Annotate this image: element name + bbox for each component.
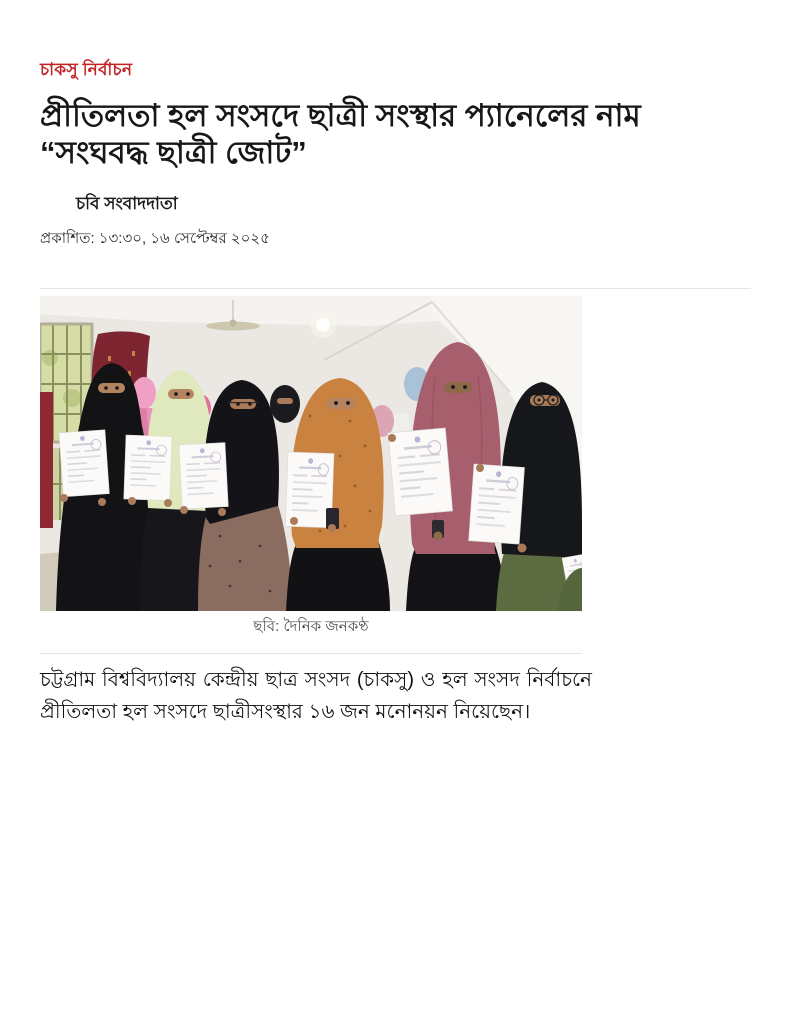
published-timestamp: প্রকাশিত: ১৩:৩০, ১৬ সেপ্টেম্বর ২০২৫ [40, 230, 270, 248]
nomination-paper [124, 435, 172, 501]
nomination-paper [469, 464, 525, 544]
nomination-paper [179, 443, 228, 509]
article-body-paragraph: চট্টগ্রাম বিশ্ববিদ্যালয় কেন্দ্রীয় ছাত্র সংসদ (চাকসু) ও হল সংসদ নির্বাচনে প্রীতিলতা হল সংসদে ছাত্রীসংস্থার ১৬ জন মনোনয়ন নিয়েছেন। [40, 669, 592, 724]
category-tag-link[interactable]: চাকসু নির্বাচন [40, 60, 133, 79]
article-photo-figure [40, 296, 582, 640]
article-photo-illustration [40, 296, 582, 611]
nomination-paper [388, 428, 453, 516]
article-headline: প্রীতিলতা হল সংসদে ছাত্রী সংস্থার প্যানেলের নাম “সংঘবদ্ধ ছাত্রী জোট” [40, 98, 641, 171]
light-bulb [310, 312, 336, 338]
background-figure-niqab [270, 385, 300, 423]
author-byline: চবি সংবাদদাতা [76, 194, 178, 214]
nomination-paper [59, 430, 109, 497]
photo-caption: ছবি: দৈনিক জনকণ্ঠ [253, 618, 369, 636]
article-photo [40, 296, 582, 611]
side-curtain [40, 392, 53, 528]
caption-divider [40, 653, 582, 654]
top-divider [40, 288, 751, 289]
